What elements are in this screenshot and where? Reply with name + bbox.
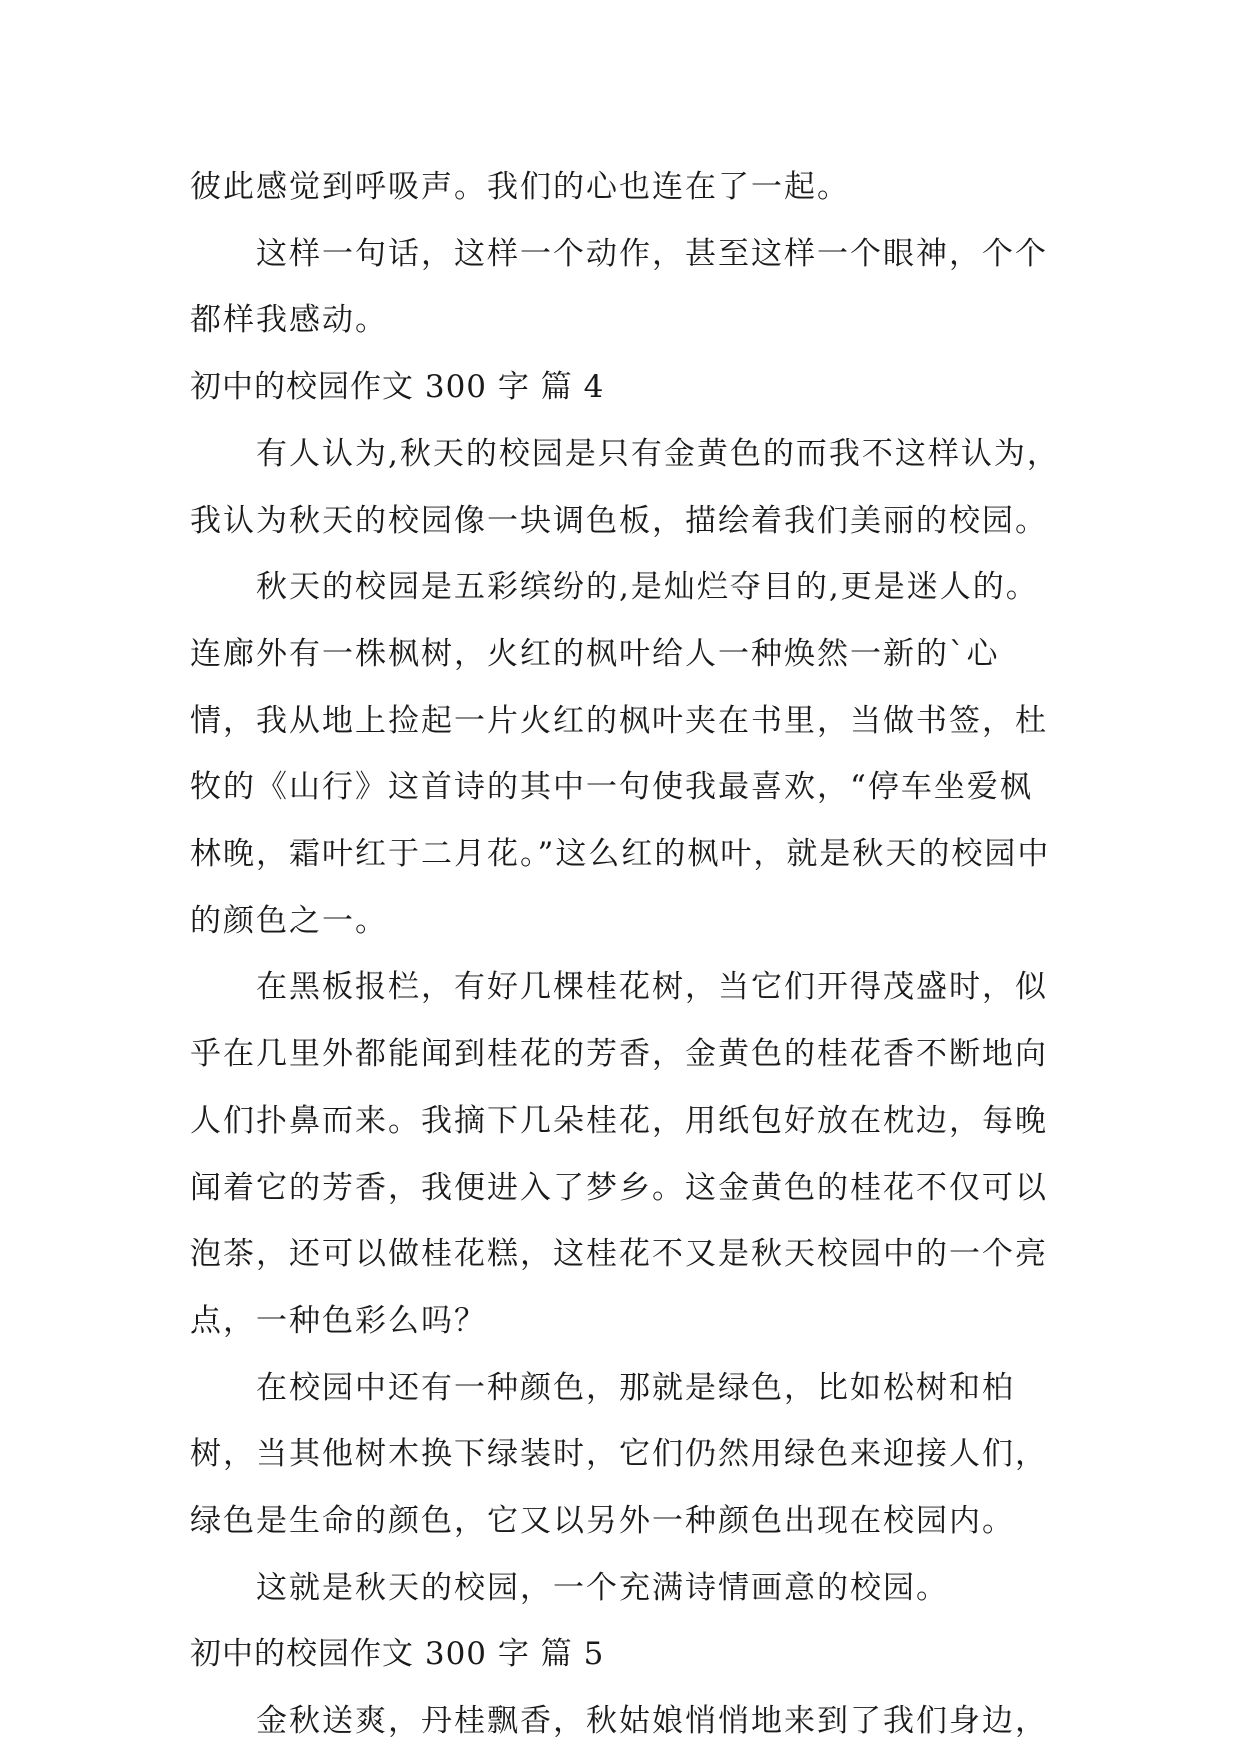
section-heading: 初中的校园作文 300 字 篇 4 bbox=[190, 369, 605, 406]
document-body bbox=[190, 154, 1060, 1755]
paragraph: 在黑板报栏，有好几棵桂花树，当它们开得茂盛时，似乎在几里外都能闻到桂花的芳香，金黄色的桂花香不断地向人们扑鼻而来。我摘下几朵桂花，用纸包好放在枕边，每晚闻着它的芳香，我便进入了梦乡。这金黄色的桂花不仅可以泡茶，还可以做桂花糕，这桂花不又是秋天校园中的一个亮点，一种色彩么吗？ bbox=[190, 969, 1048, 1339]
paragraph: 秋天的校园是五彩缤纷的,是灿烂夺目的,更是迷人的。连廊外有一株枫树，火红的枫叶给人一种焕然一新的`心情，我从地上捡起一片火红的枫叶夹在书里，当做书签，杜牧的《山行》这首诗的其中一句使我最喜欢，“停车坐爱枫林晚，霜叶红于二月花。”这么红的枫叶，就是秋天的校园中的颜色之一。 bbox=[190, 569, 1051, 939]
paragraph: 金秋送爽，丹桂飘香，秋姑娘悄悄地来到了我们身边， bbox=[256, 1703, 1048, 1740]
paragraph: 有人认为,秋天的校园是只有金黄色的而我不这样认为，我认为秋天的校园像一块调色板，描绘着我们美丽的校园。 bbox=[190, 435, 1060, 539]
paragraph: 这就是秋天的校园，一个充满诗情画意的校园。 bbox=[256, 1569, 949, 1606]
paragraph: 这样一句话，这样一个动作，甚至这样一个眼神，个个都样我感动。 bbox=[190, 235, 1048, 339]
section-heading: 初中的校园作文 300 字 篇 5 bbox=[190, 1636, 605, 1673]
paragraph: 在校园中还有一种颜色，那就是绿色，比如松树和柏树，当其他树木换下绿装时，它们仍然用绿色来迎接人们，绿色是生命的颜色，它又以另外一种颜色出现在校园内。 bbox=[190, 1369, 1048, 1540]
paragraph: 彼此感觉到呼吸声。我们的心也连在了一起。 bbox=[190, 169, 850, 205]
